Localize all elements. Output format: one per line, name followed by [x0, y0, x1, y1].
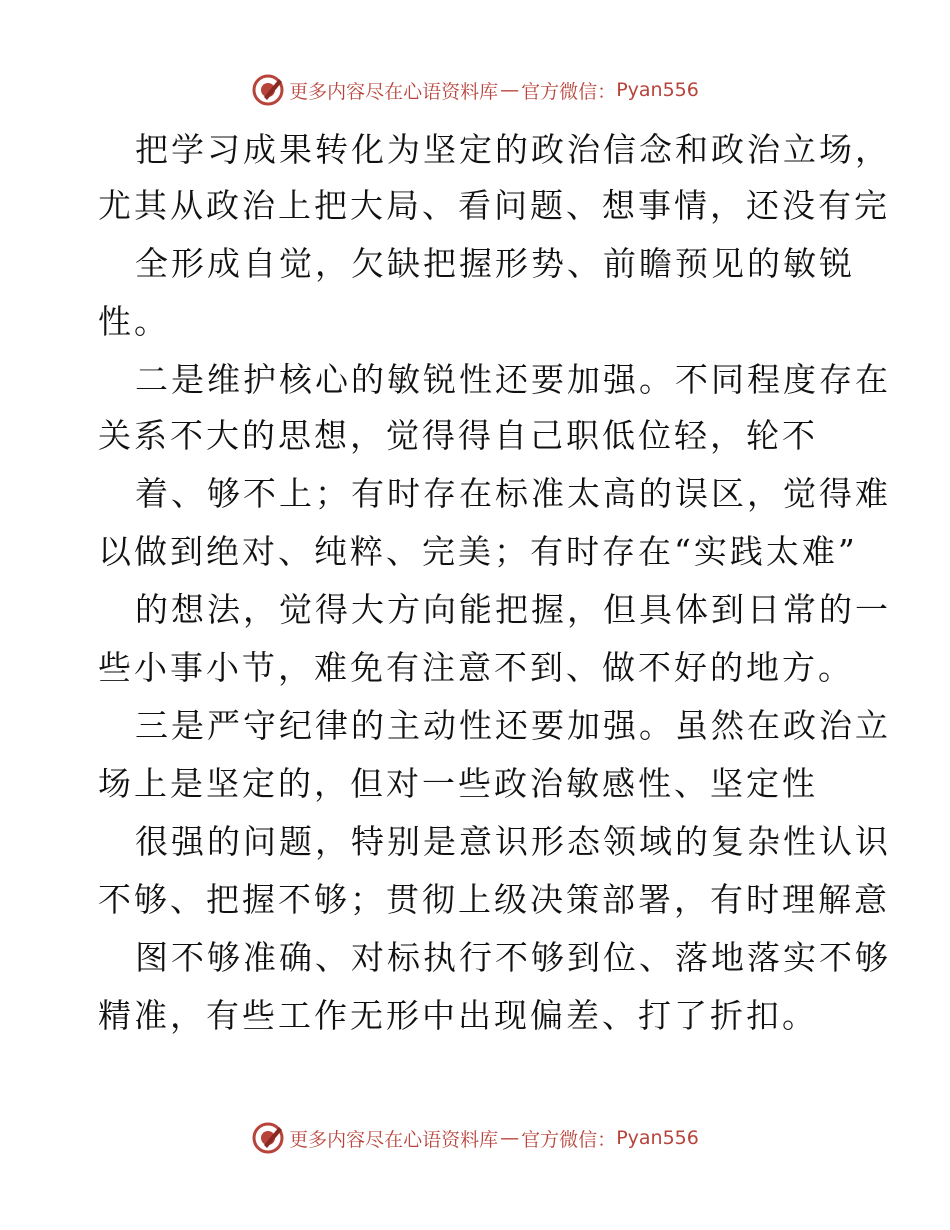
- watermark-wechat-id: Pyan556: [616, 79, 699, 101]
- body-line: 把学习成果转化为坚定的政治信念和政治立场，: [135, 130, 891, 169]
- body-line: 关系不大的思想，觉得得自己职低位轻，轮不: [98, 416, 818, 455]
- watermark-wechat-label: 官方微信：: [521, 1128, 617, 1151]
- body-line: 图不够准确、对标执行不够到位、落地落实不够: [135, 938, 891, 977]
- watermark-wechat-label: 官方微信：: [521, 80, 617, 103]
- watermark-text: 更多内容尽在心语资料库: [289, 1128, 499, 1151]
- body-line: 尤其从政治上把大局、看问题、想事情，还没有完: [98, 186, 890, 225]
- watermark-text: 更多内容尽在心语资料库: [289, 80, 499, 103]
- watermark-wechat-id: Pyan556: [616, 1127, 699, 1149]
- body-line: 不够、把握不够；贯彻上级决策部署，有时理解意: [98, 880, 890, 919]
- footer-watermark: [0, 1118, 950, 1158]
- body-line: 些小事小节，难免有注意不到、做不好的地方。: [98, 648, 854, 687]
- header-watermark: [0, 70, 950, 110]
- body-line: 场上是坚定的，但对一些政治敏感性、坚定性: [98, 764, 818, 803]
- body-line: 性。: [98, 302, 170, 341]
- logo-icon: [251, 1121, 285, 1155]
- watermark-separator: —: [500, 79, 520, 101]
- body-line: 精准，有些工作无形中出现偏差、打了折扣。: [98, 996, 818, 1035]
- body-line: 以做到绝对、纯粹、完美；有时存在“实践太难”: [98, 532, 858, 571]
- body-line: 全形成自觉，欠缺把握形势、前瞻预见的敏锐: [135, 244, 855, 283]
- body-line: 二是维护核心的敏锐性还要加强。不同程度存在: [135, 360, 891, 399]
- body-line: 着、够不上；有时存在标准太高的误区，觉得难: [135, 474, 891, 513]
- watermark-separator: —: [500, 1127, 520, 1149]
- body-line: 的想法，觉得大方向能把握，但具体到日常的一: [135, 590, 891, 629]
- body-line: 三是严守纪律的主动性还要加强。虽然在政治立: [135, 706, 891, 745]
- logo-icon: [251, 73, 285, 107]
- body-line: 很强的问题，特别是意识形态领域的复杂性认识: [135, 822, 891, 861]
